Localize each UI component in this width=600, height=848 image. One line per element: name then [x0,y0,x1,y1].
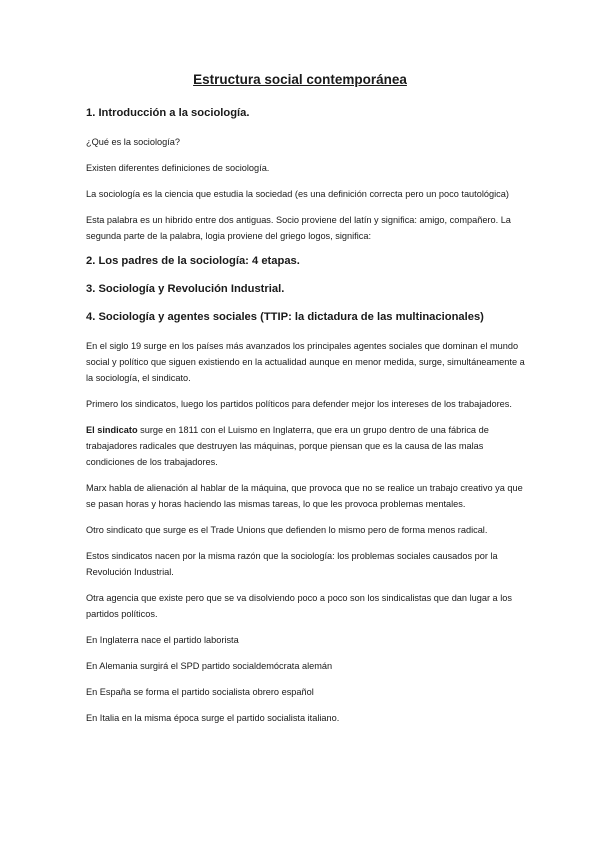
paragraph-definitions: Existen diferentes definiciones de sociología. [86,163,270,173]
paragraph-italy: En Italia en la misma época surge el partido socialista italiano. [86,713,340,723]
paragraph-germany: En Alemania surgirá el SPD partido socialdemócrata alemán [86,661,333,671]
paragraph-sindicato [86,422,526,470]
paragraph-definition-sociology: La sociología es la ciencia que estudia la sociedad (es una definición correcta pero un poco tautológica) [86,189,509,199]
document-title: Estructura social contemporánea [193,72,407,87]
sindicato-description: surge en 1811 con el Luismo en Inglaterra, que era un grupo dentro de una fábrica de trabajadores radicales que destruyen las máquinas, porque piensan que es la causa de las malas condiciones de los trabajadores. [86,425,489,467]
paragraph-marx-alienation: Marx habla de alienación al hablar de la máquina, que provoca que no se realice un trabajo creativo ya que se pasan horas y horas haciendo las mismas tareas, lo que les provoca problemas mentales. [86,483,523,509]
paragraph-question: ¿Qué es la sociología? [86,137,180,147]
section-heading-4: 4. Sociología y agentes sociales (TTIP: la dictadura de las multinacionales) [86,311,484,323]
paragraph-spain: En España se forma el partido socialista obrero español [86,687,314,697]
paragraph-trade-unions: Otro sindicato que surge es el Trade Unions que defienden lo mismo pero de forma menos radical. [86,525,488,535]
sindicato-term: El sindicato [86,425,138,435]
paragraph-unions-parties: Primero los sindicatos, luego los partidos políticos para defender mejor los intereses de los trabajadores. [86,399,512,409]
paragraph-england: En Inglaterra nace el partido laborista [86,635,239,645]
section-heading-1: 1. Introducción a la sociología. [86,107,250,119]
section-heading-2: 2. Los padres de la sociología: 4 etapas. [86,255,300,267]
section-heading-3: 3. Sociología y Revolución Industrial. [86,283,285,295]
paragraph-etymology: Esta palabra es un hibrido entre dos antiguas. Socio proviene del latín y significa: amigo, compañero. La segunda parte de la palabra, logia proviene del griego logos, significa: [86,215,511,241]
paragraph-agents-origin: En el siglo 19 surge en los países más avanzados los principales agentes sociales que dominan el mundo social y político que siguen existiendo en la actualidad aunque en menor medida, surge, simultáneamente a la sociología, el sindicato. [86,341,525,383]
paragraph-unions-origin: Estos sindicatos nacen por la misma razón que la sociología: los problemas sociales causados por la Revolución Industrial. [86,551,498,577]
paragraph-syndicalists: Otra agencia que existe pero que se va disolviendo poco a poco son los sindicalistas que dan lugar a los partidos políticos. [86,593,512,619]
